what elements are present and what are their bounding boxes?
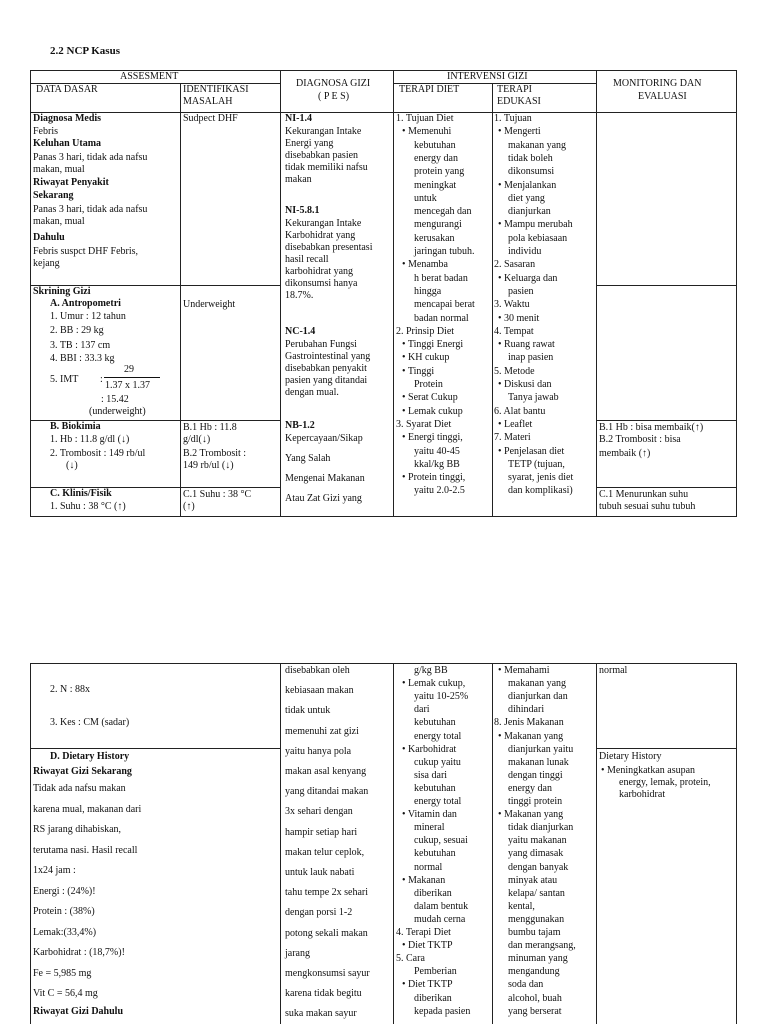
text-line: dan komplikasi)	[508, 485, 573, 497]
monitoring-c1: C.1 Menurunkan suhu	[599, 489, 689, 500]
text-line: makan asal kenyang	[285, 766, 367, 777]
text-line: 2. Sasaran	[494, 259, 536, 271]
text-line: tidak memiliki nafsu	[285, 162, 368, 173]
text-line: kebutuhan	[414, 717, 456, 729]
text-line: • Diet TKTP	[402, 979, 453, 991]
text-line: 2. Prinsip Diet	[396, 325, 455, 337]
tb-line: 3. TB : 137 cm	[50, 340, 111, 351]
text-line: disebabkan oleh	[285, 665, 350, 676]
text-line: • Keluarga dan	[498, 272, 558, 284]
text-line: badan normal	[414, 312, 469, 324]
text-line: • Makanan yang	[498, 809, 564, 821]
antropometri-label: A. Antropometri	[50, 298, 121, 309]
text-line: memenuhi zat gizi	[285, 725, 359, 737]
text-line: mengurangi	[414, 219, 462, 231]
text-line: meningkat	[414, 179, 457, 191]
text-line: karena tidak begitu	[285, 988, 362, 1000]
b1-text: B.1 Hb : 11.8	[183, 422, 237, 433]
text-line: 1x24 jam :	[33, 865, 76, 876]
text-line: • Memahami	[498, 665, 550, 676]
section-title: 2.2 NCP Kasus	[50, 45, 120, 57]
text-line: mudah cerna	[414, 913, 466, 925]
riwayat-sekarang-label: Riwayat Gizi Sekarang	[33, 766, 132, 777]
text-line: kebiasaan makan	[285, 685, 354, 697]
text-line: pasien yang ditandai	[285, 375, 368, 386]
text-line: • Menamba	[402, 259, 448, 271]
trombosit-line: (↓)	[66, 460, 78, 471]
ni581-code: NI-5.8.1	[285, 205, 320, 216]
text-line: dianjurkan yaitu	[508, 743, 574, 755]
monitoring-b2: B.2 Trombosit : bisa	[599, 434, 681, 445]
text-line: • Vitamin dan	[402, 809, 457, 821]
kes-line: 3. Kes : CM (sadar)	[50, 717, 130, 728]
header-intervensi: INTERVENSI GIZI	[447, 71, 528, 82]
text-line: 5. Cara	[396, 953, 425, 965]
text-line: tidak dianjurkan	[508, 822, 574, 834]
monitoring-bullet: • Meningkatkan asupan	[601, 765, 696, 776]
text-line: Energi : (24%)!	[33, 885, 96, 897]
text-line: dikonsumsi	[508, 166, 555, 178]
monitoring-bullet: energy, lemak, protein,	[619, 777, 711, 788]
text-line: Yang Salah	[285, 453, 331, 464]
riwayat-label: Riwayat Penyakit	[33, 177, 109, 188]
text-line: karbohidrat yang	[285, 266, 354, 277]
skrining-label: Skrining Gizi	[33, 286, 91, 297]
text-line: dianjurkan dan	[508, 691, 568, 703]
header-assesment: ASSESMENT	[120, 71, 179, 82]
b2-text: 149 rb/ul (↓)	[183, 460, 234, 471]
header-monitoring-line2: EVALUASI	[638, 91, 687, 102]
monitoring-normal: normal	[599, 665, 628, 676]
text-line: makanan lunak	[508, 756, 569, 768]
dahulu-line: Febris suspct DHF Febris,	[33, 246, 139, 257]
text-line: • Mengerti	[498, 126, 541, 138]
text-line: untuk lauk nabati	[285, 867, 355, 878]
text-line: • Tinggi	[402, 365, 435, 377]
text-line: Mengenai Makanan	[285, 473, 365, 484]
text-line: 5. Metode	[494, 365, 535, 377]
text-line: dalam bentuk	[414, 900, 469, 912]
text-line: 1. Tujuan	[494, 113, 532, 124]
text-line: tidak untuk	[285, 705, 331, 717]
text-line: 3. Waktu	[494, 299, 530, 311]
text-line: Tanya jawab	[508, 392, 559, 404]
text-line: • Memenuhi	[402, 126, 452, 138]
keluhan-label: Keluhan Utama	[33, 138, 102, 149]
monitoring-c1: tubuh sesuai suhu tubuh	[599, 501, 696, 512]
text-line: soda dan	[508, 979, 544, 991]
text-line: cukup, sesuai	[414, 835, 468, 847]
c1-text: (↑)	[183, 501, 195, 512]
monitoring-b2: membaik (↑)	[599, 448, 651, 459]
header-identifikasi-line2: MASALAH	[183, 96, 233, 107]
text-line: 4. Tempat	[494, 325, 534, 337]
text-line: • Tinggi Energi	[402, 339, 464, 351]
text-line: • Makanan yang	[498, 730, 564, 742]
text-line: kebutuhan	[414, 848, 456, 860]
trombosit-line: 2. Trombosit : 149 rb/ul	[50, 448, 146, 459]
riwayat-dahulu-label: Riwayat Gizi Dahulu	[33, 1006, 124, 1017]
text-line: 4. Terapi Diet	[396, 927, 451, 938]
text-line: cukup yaitu	[414, 756, 461, 768]
text-line: dengan tinggi	[508, 769, 563, 781]
text-line: mineral	[414, 822, 445, 834]
imt-numerator: 29	[124, 364, 134, 375]
b2-text: B.2 Trombosit :	[183, 448, 247, 459]
text-line: dengan banyak	[508, 861, 569, 873]
text-line: Karbohidrat : (18,7%)!	[33, 947, 125, 958]
hb-line: 1. Hb : 11.8 g/dl (↓)	[50, 434, 130, 445]
text-line: Tidak ada nafsu makan	[33, 783, 126, 794]
diagnosa-medis-label: Diagnosa Medis	[33, 113, 102, 124]
text-line: dari	[414, 704, 430, 716]
text-line: kelapa/ santan	[508, 887, 565, 899]
text-line: • Mampu merubah	[498, 219, 573, 231]
text-line: yaitu 40-45	[414, 445, 460, 457]
text-line: 8. Jenis Makanan	[494, 717, 564, 729]
text-line: hingga	[414, 285, 442, 297]
bbi-line: 4. BBI : 33.3 kg	[50, 353, 115, 364]
header-identifikasi-line1: IDENTIFIKASI	[183, 84, 249, 95]
text-line: h berat badan	[414, 272, 468, 284]
text-line: mengandung	[508, 966, 560, 978]
text-line: Lemak:(33,4%)	[33, 926, 97, 938]
text-line: makan telur ceplok,	[285, 846, 365, 858]
header-data-dasar: DATA DASAR	[36, 84, 98, 95]
text-line: kerusakan	[414, 232, 455, 244]
dietary-label: D. Dietary History	[50, 751, 130, 762]
bb-line: 2. BB : 29 kg	[50, 325, 104, 336]
text-line: 18.7%.	[285, 290, 314, 301]
text-line: • Menjalankan	[498, 179, 557, 191]
riwayat-line: Panas 3 hari, tidak ada nafsu	[33, 204, 148, 215]
dhf-text: Sudpect DHF	[183, 113, 238, 124]
text-line: • Energi tinggi,	[402, 432, 463, 444]
text-line: suka makan sayur	[285, 1008, 357, 1020]
text-line: kkal/kg BB	[414, 458, 460, 470]
text-line: pola kebiasaan	[508, 232, 568, 244]
header-terapi-edukasi-line1: TERAPI	[497, 84, 532, 95]
header-terapi-edukasi-line2: EDUKASI	[497, 96, 541, 107]
text-line: minuman yang	[508, 953, 568, 965]
suhu-line: 1. Suhu : 38 °C (↑)	[50, 501, 126, 512]
text-line: yaitu 10-25%	[414, 691, 469, 703]
text-line: • Leaflet	[498, 418, 533, 430]
text-line: yang dimasak	[508, 848, 564, 860]
text-line: karena mual, makanan dari	[33, 803, 142, 815]
dahulu-line: kejang	[33, 258, 60, 269]
text-line: dengan mual.	[285, 387, 339, 398]
header-monitoring-line1: MONITORING DAN	[613, 78, 702, 89]
text-line: syarat, jenis diet	[508, 472, 574, 484]
text-line: 7. Materi	[494, 432, 531, 444]
text-line: dihindari	[508, 704, 545, 716]
text-line: • Diskusi dan	[498, 379, 552, 390]
imt-label: 5. IMT	[50, 374, 79, 385]
imt-denominator: 1.37 x 1.37	[105, 380, 150, 391]
keluhan-line: Panas 3 hari, tidak ada nafsu	[33, 152, 148, 163]
text-line: hasil recall	[285, 254, 329, 265]
text-line: jaringan tubuh.	[414, 246, 475, 257]
umur-line: 1. Umur : 12 tahun	[50, 311, 126, 322]
text-line: • Penjelasan diet	[498, 445, 565, 457]
text-line: dan merangsang,	[508, 940, 576, 952]
text-line: energy total	[414, 730, 462, 742]
biokimia-label: B. Biokimia	[50, 421, 101, 432]
text-line: • Protein tinggi,	[402, 472, 466, 484]
text-line: • Serat Cukup	[402, 392, 458, 404]
text-line: Vit C = 56,4 mg	[33, 988, 98, 999]
ni14-code: NI-1.4	[285, 113, 312, 124]
text-line: kental,	[508, 900, 535, 912]
text-line: • Makanan	[402, 874, 446, 886]
text-line: TETP (tujuan,	[508, 458, 565, 470]
text-line: 3. Syarat Diet	[396, 418, 452, 430]
text-line: Energi yang	[285, 138, 334, 149]
text-line: Perubahan Fungsi	[285, 339, 357, 350]
text-line: Atau Zat Gizi yang	[285, 493, 362, 504]
text-line: potong sekali makan	[285, 927, 368, 939]
text-line: kebutuhan	[414, 139, 456, 151]
text-line: tidak boleh	[508, 152, 553, 164]
text-line: individu	[508, 246, 542, 257]
text-line: Kepercayaan/Sikap	[285, 433, 363, 444]
monitoring-bullet: karbohidrat	[619, 789, 666, 800]
dahulu-label: Dahulu	[33, 232, 65, 243]
imt-colon: :	[100, 374, 103, 385]
riwayat-line: makan, mual	[33, 216, 85, 227]
riwayat-label: Sekarang	[33, 190, 74, 201]
keluhan-line: makan, mual	[33, 164, 85, 175]
text-line: yaitu hanya pola	[285, 745, 352, 757]
text-line: makan	[285, 174, 312, 185]
text-line: disebabkan penyakit	[285, 363, 367, 374]
text-line: diet yang	[508, 192, 545, 204]
text-line: yang berserat	[508, 1005, 562, 1017]
text-line: kepada pasien	[414, 1005, 471, 1017]
imt-value: : 15.42	[101, 394, 129, 405]
text-line: diberikan	[414, 992, 452, 1004]
text-line: 6. Alat bantu	[494, 405, 546, 417]
text-line: bumbu tajam	[508, 927, 561, 938]
text-line: mencapai berat	[414, 299, 475, 311]
text-line: disebabkan presentasi	[285, 242, 373, 253]
text-line: sisa dari	[414, 769, 448, 781]
text-line: hampir setiap hari	[285, 826, 358, 838]
text-line: mencegah dan	[414, 206, 472, 218]
text-line: • Karbohidrat	[402, 743, 457, 755]
nb12-code: NB-1.2	[285, 420, 315, 431]
text-line: Fe = 5,985 mg	[33, 967, 92, 979]
text-line: • Lemak cukup,	[402, 678, 466, 690]
text-line: yaitu 2.0-2.5	[414, 485, 465, 497]
text-line: energy total	[414, 796, 462, 807]
monitoring-b1: B.1 Hb : bisa membaik(↑)	[599, 422, 704, 433]
text-line: 1. Tujuan Diet	[396, 113, 454, 124]
text-line: menggunakan	[508, 913, 565, 925]
klinis-label: C. Klinis/Fisik	[50, 488, 112, 499]
header-diagnosa-line2: ( P E S)	[318, 91, 350, 102]
text-line: • KH cukup	[402, 352, 450, 364]
text-line: untuk	[414, 192, 437, 204]
n-line: 2. N : 88x	[50, 684, 90, 695]
imt-status: (underweight)	[89, 406, 146, 417]
text-line: g/kg BB	[414, 665, 448, 676]
c1-text: C.1 Suhu : 38 °C	[183, 489, 252, 500]
text-line: Protein : (38%)	[33, 906, 95, 917]
text-line: terutama nasi. Hasil recall	[33, 844, 138, 856]
text-line: 3x sehari dengan	[285, 806, 353, 818]
nc14-code: NC-1.4	[285, 326, 316, 337]
text-line: kebutuhan	[414, 782, 456, 794]
text-line: inap pasien	[508, 352, 554, 364]
text-line: disebabkan pasien	[285, 150, 359, 161]
text-line: mengkonsumsi sayur	[285, 968, 370, 979]
text-line: Pemberian	[414, 966, 457, 978]
monitoring-dietary-label: Dietary History	[599, 751, 662, 762]
text-line: energy dan	[414, 152, 458, 164]
fraction-bar	[104, 377, 160, 378]
text-line: pasien	[508, 285, 534, 297]
diagnosa-medis-value: Febris	[33, 126, 58, 137]
text-line: alcohol, buah	[508, 992, 562, 1004]
text-line: • 30 menit	[498, 312, 540, 324]
text-line: Karbohidrat yang	[285, 230, 356, 241]
text-line: dengan porsi 1-2	[285, 907, 353, 919]
text-line: Kekurangan Intake	[285, 126, 362, 137]
b1-text: g/dl(↓)	[183, 434, 211, 445]
text-line: yaitu makanan	[508, 835, 567, 847]
text-line: normal	[414, 861, 443, 873]
text-line: yang ditandai makan	[285, 786, 369, 798]
text-line: jarang	[285, 947, 310, 959]
text-line: dianjurkan	[508, 206, 551, 218]
text-line: tahu tempe 2x sehari	[285, 887, 369, 899]
text-line: makanan yang	[508, 678, 567, 690]
text-line: • Lemak cukup	[402, 405, 463, 417]
header-terapi-diet: TERAPI DIET	[399, 84, 460, 95]
text-line: makanan yang	[508, 139, 567, 151]
text-line: Protein	[414, 379, 443, 390]
text-line: dikonsumsi hanya	[285, 278, 358, 289]
underweight-text: Underweight	[183, 299, 236, 310]
header-diagnosa-line1: DIAGNOSA GIZI	[296, 78, 371, 89]
text-line: minyak atau	[508, 874, 558, 886]
text-line: • Ruang rawat	[498, 339, 555, 351]
text-line: • Diet TKTP	[402, 940, 453, 952]
text-line: Gastrointestinal yang	[285, 351, 371, 362]
text-line: Kekurangan Intake	[285, 218, 362, 229]
text-line: RS jarang dihabiskan,	[33, 824, 122, 835]
text-line: energy dan	[508, 782, 552, 794]
text-line: diberikan	[414, 887, 452, 899]
text-line: protein yang	[414, 166, 465, 178]
text-line: tinggi protein	[508, 796, 563, 807]
